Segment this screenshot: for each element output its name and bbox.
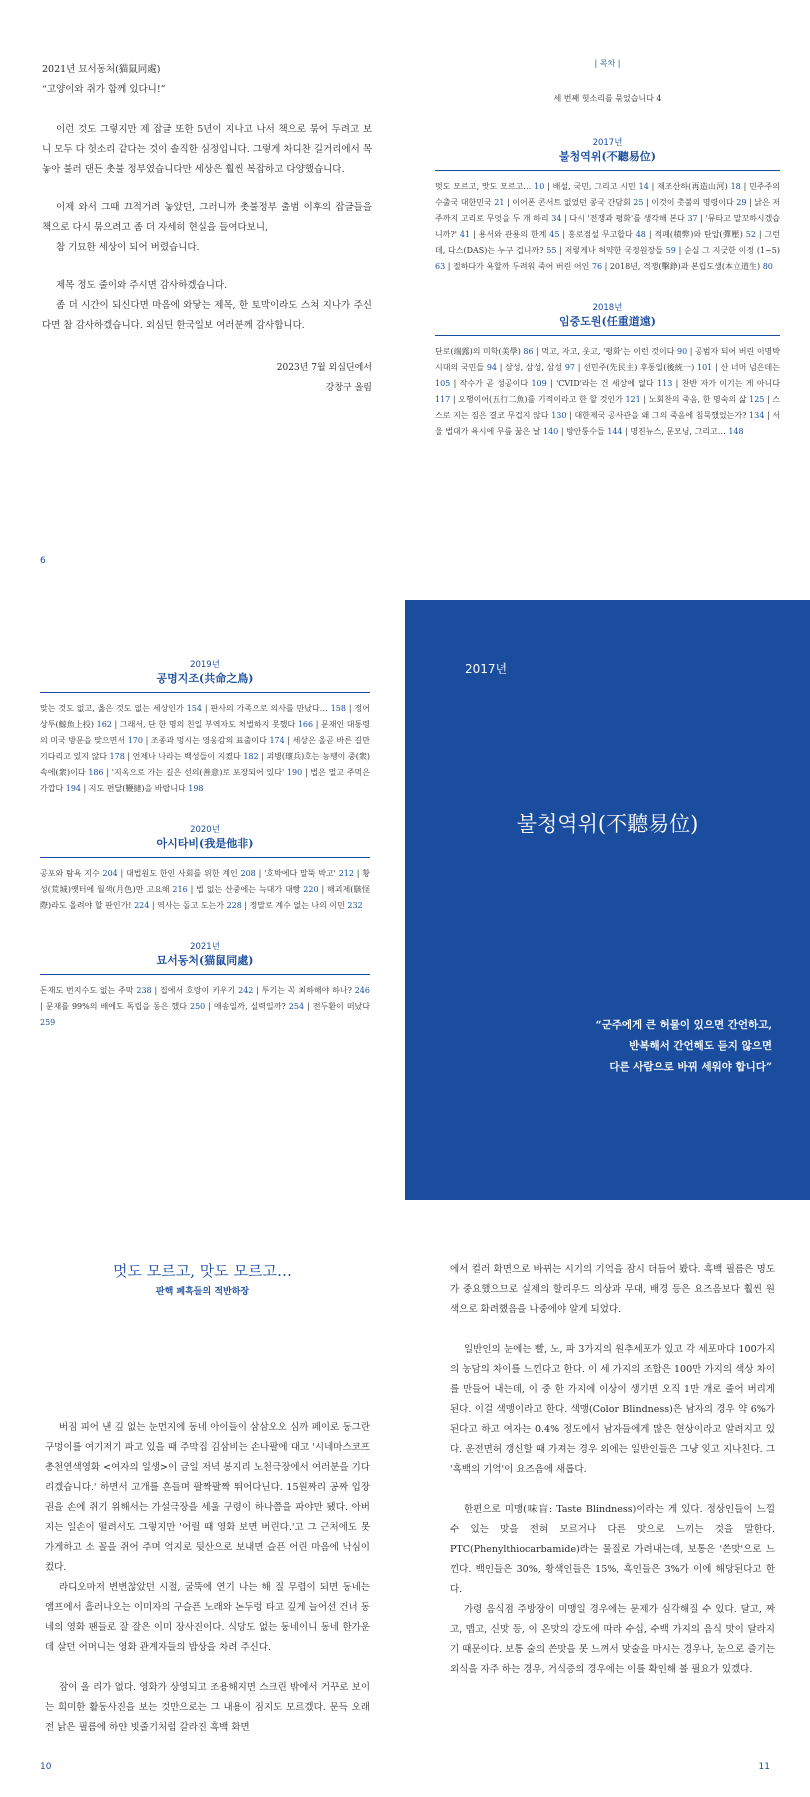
page-10 [0,1200,405,1797]
toc-entry-page: 109 [531,379,547,388]
toc-intro: 세 번째 헛소리를 묶었습니다 4 [553,94,662,103]
toc-entry-page: 29 [736,198,747,207]
page-8-contents [0,600,405,1200]
toc-entry-title: | 집에서 호랑이 키우기 [151,986,239,995]
essay-title: 멋도 모르고, 맛도 모르고… [113,1262,292,1280]
toc-entry-page: 186 [88,768,104,777]
toc-entry-title: | 선민주(先民主) 후통일(後統一) [575,363,697,372]
toc-entry-title: | 투기는 꼭 최하해야 하나? [253,986,355,995]
toc-entry-page: 117 [435,395,451,404]
paragraph: 에서 컬러 화면으로 바뀌는 시기의 기억을 잠시 더듬어 봤다. 흑백 필름은 명도가 중요했으므로 실제의 할리우드 의상과 무대, 배경 등은 요즈음보다 훨씬 원색으로 화려했음을 나중에야 알게 되었다. [450,1264,775,1315]
toc-entry-page: 21 [494,198,505,207]
toc-entries [435,344,780,440]
toc-entry-page: 162 [96,720,112,729]
toc-entry-title: | 그런데, 다스(DAS)는 누구 겁니까? [435,230,780,255]
toc-entry-title: | 대한제국 공사관을 왜 그의 죽음에 침묵했었는가? [566,411,750,420]
toc-entry-page: 86 [523,347,534,356]
toc-entry-title: | 해괴제(駭怪際)라도 올려야 할 판인가! [40,885,370,910]
toc-entry-title: | 용서와 관용의 한계 [470,230,550,239]
page-6 [0,0,405,600]
toc-entry-page: 246 [354,986,370,995]
toc-entry-title: | 법은 멀고 주먹은 가깝다 [40,768,371,793]
toc-entry-title: | 괴병(瓌兵)호는 농땡이 중(衆)속에(衆)이다 [40,752,370,777]
quote-line: 반복해서 간언해도 듣지 않으면 [629,1040,772,1052]
toc-entry-page: 18 [730,182,741,191]
afterword-text [42,60,372,398]
toc-entry-page: 242 [238,986,254,995]
toc-entry-page: 250 [189,1002,206,1011]
paragraph: 일반인의 눈에는 빨, 노, 파 3가지의 원추세포가 있고 각 세포마다 100가지의 농담의 차이를 느낀다고 한다. 이 세 가지의 조합은 100만 가지의 색상 차이를 만들어 내는데, 이 중 한 가지에 이상이 생기면 오직 1만 개로 줄어 버리게 된다. 이걸 색맹이라고 한다. 색맹(Color Blindness)은 남자의 경우 약 6%가 된다고 하고 여자는 0.4% 정도에서 남자들에게 많은 현상이라고 알려지고 있다. 운전면허 갱신할 때 가져는 경우 외에는 일반인들은 그냥 잊고 지나친다. 그 '흑백의 기억'이 요즈음에 새롭다. [450,1344,775,1475]
toc-entry-title: | 순실 그 지긋한 이정 (1~5) [675,246,780,255]
toc-entry-title: | 산 너머 넘은데는 [712,363,780,372]
toc-entry-page: 14 [638,182,649,191]
year-label: 2019년 [190,660,220,670]
toc-entry-page: 158 [330,704,346,713]
toc-entry-page: 170 [127,736,143,745]
toc-entry-title: | 법 없는 산중에는 늑대가 대빵 [187,885,304,894]
page-7-contents [405,0,810,600]
toc-entry-page: 154 [186,704,202,713]
divider [435,170,780,171]
essay-body [45,1418,370,1738]
toc-entry-page: 76 [591,262,603,271]
toc-entry-title: | 홍로점설 무고합다 [559,230,636,239]
toc-entry-title: | 다시 '전쟁과 평화'를 생각해 본다 [561,214,688,223]
essay-body [450,1260,775,1680]
chapter-year: 2017년 [465,662,508,676]
page-number: 6 [40,556,46,566]
heading-line: 2021년 묘서동처(猫鼠同處) [42,64,161,75]
paragraph: 가령 음식점 주방장이 미맹일 경우에는 문제가 심각해질 수 있다. 달고, 짜고, 맵고, 신맛 등, 이 온맛의 강도에 따라 수십, 수백 가지의 음식 맛이 달라지기 때문이다. 보통 술의 쓴맛을 못 느껴서 맞술을 마시는 경우나, 눈으로 즐기는 외식을 자주 하는 경우, 거식증의 경우에는 이를 확인해 볼 필요가 있겠다. [450,1604,775,1675]
toc-entries [435,179,780,275]
toc-entry-title: | 조종과 멍시는 영웅감의 표출이다 [142,736,270,745]
toc-entry-title: | '호박에다 말뚝 박고' [255,869,339,878]
toc-entry-title: | 배설, 국민, 그리고 시민 [544,182,639,191]
paragraph: 제목 정도 줄이와 주시면 감사하겠습니다. [56,280,228,291]
paragraph: 이제 와서 그때 끄적거려 놓았던, 그러니까 촛불정부 출범 이후의 잡글들을 책으로 다시 묶으려고 좀 더 자세히 현실을 들여다보니, [42,202,372,233]
toc-entry-title: | 'CVID'라는 건 세상에 없다 [546,379,658,388]
quote-line: 다른 사람으로 바꿔 세워야 합니다” [609,1061,772,1073]
toc-entry-title: | 이것이 촛불의 명령이다 [643,198,737,207]
toc-entry-title: | 이어폰 콘서트 없었던 콩국 간담회 [504,198,634,207]
toc-entry-title: 맞는 것도 없고, 옳은 것도 없는 세상인가 [40,704,187,713]
paragraph: 좀 더 시간이 되신다면 마음에 와닿는 제목, 한 토막이라도 스쳐 지나가 주신다면 참 감사하겠습니다. 외심딘 한국일보 여러분께 감사합니다. [42,300,372,331]
toc-entry-page: 198 [188,784,204,793]
toc-entry-page: 80 [762,262,773,271]
paragraph: 버짐 피어 낸 깊 없는 눈먼지에 동네 아이들이 삼삼오오 심까 페이로 동그란 구멍이를 여기저기 파고 있을 때 주막집 김삼비는 손나팔에 대고 '시네마스코프 총천연색영화 <여자의 일생>이 금일 저녁 봉지리 노천극장에서 여러분을 기다리겠습니다.' 하면서 고개를 흔들며 팔짝팔짝 뛰어다닌다. 15원짜리 공짜 입장권을 손에 쥐기 위해서는 가설극장을 세울 구령이 하나쯤을 파야만 됐다. 아버지는 일손이 떨려서도 그렇지만 '어릴 때 영화 보면 버린다.'고 그 근처에도 못 가게하고 소 꼴을 쥐어 주며 억지로 뒷산으로 보내면 슬픈 어린 마음에 낙심이 컸다. [45,1422,370,1573]
toc-entry-title: | 방안퉁수들 [558,427,608,436]
toc-entry-page: 190 [286,768,303,777]
toc-entry-title: | 애송일까, 실력일까? [205,1002,289,1011]
toc-entry-page: 148 [728,427,744,436]
toc-entry-page: 144 [607,427,623,436]
toc-entry-title: | 낡은 저주까지 고리로 무엇을 두 개 하리 [435,198,781,223]
toc-entry-title: | 저렇게나 허약한 국정원장들 [556,246,666,255]
section-title: 임중도원(任重道遠) [559,315,656,328]
year-label: 2020년 [190,825,220,835]
toc-entry-page: 52 [745,230,756,239]
toc-entry-page: 90 [677,347,688,356]
toc-entry-title: | '지옥으로 가는 길은 선의(善意)로 포장되어 있다' [103,768,287,777]
chapter-quote [442,1015,772,1078]
toc-entry-page: 121 [625,395,641,404]
toc-entry-title: | 대법원도 한인 사회를 위한 계인 [117,869,241,878]
toc-entry-page: 25 [633,198,644,207]
toc-entry-page: 34 [551,214,562,223]
toc-entry-page: 10 [534,182,545,191]
toc-entry-title: 멋도 모르고, 맛도 모르고… [435,182,535,191]
toc-entry-page: 174 [269,736,285,745]
toc-entry-title: | 판사의 가족으로 의사를 만났다… [201,704,331,713]
year-label: 2018년 [592,303,623,313]
toc-entries [40,983,370,1031]
page-number: 11 [758,1762,770,1772]
toc-entry-title: | 명진뉴스, 문모닝, 그리고… [622,427,729,436]
toc-entry-page: 113 [657,379,673,388]
toc-entry-page: 105 [435,379,451,388]
toc-entry-page: 63 [435,262,446,271]
toc-entry-page: 182 [243,752,259,761]
toc-entry-title: | 언제나 나라는 백성들이 지켰다 [124,752,244,761]
signature-name: 강창구 올림 [325,383,372,393]
paragraph: 이런 것도 그렇지만 제 잡글 또한 5년이 지나고 나서 책으로 묶어 두려고 보니 모두 다 헛소리 같다는 것이 솔직한 심정입니다. 그렇게 차디찬 길거리에서 목 놓아 불러 댄든 촛불 정부였습니다만 세상은 훨씬 복잡하고 다양했습니다. [42,124,372,175]
toc-entry-title: | 먹고, 자고, 웃고, '평화'는 이런 것이다 [533,347,678,356]
toc-entry-page: 228 [226,901,242,910]
toc-entry-title: | 삼성, 삼성, 삼성 [497,363,565,372]
toc-entry-title: | 문재인 대통령의 미국 방문을 맞으면서 [40,720,370,745]
divider [40,974,370,975]
toc-entry-page: 130 [551,411,567,420]
toc-entry-title: | 역사는 돌고 도는가 [149,901,227,910]
toc-entry-page: 204 [102,869,118,878]
section-title: 묘서동처(猫鼠同處) [156,954,254,967]
toc-entries [40,701,370,797]
toc-entry-page: 224 [134,901,150,910]
toc-entry-page: 259 [40,1018,56,1027]
toc-entry-title: | 절하다가 욕할까 두려워 죽어 버린 어인 [445,262,592,271]
toc-entry-page: 232 [347,901,363,910]
divider [40,857,370,858]
toc-entry-title: | 전두환이 떠났다 [304,1002,371,1011]
toc-entry-page: 212 [338,869,354,878]
toc-entry-title: | 작수가 곧 성공이다 [450,379,532,388]
quote-line: “고양이와 쥐가 함께 있다니!” [42,84,166,95]
toc-entry-title: | 노회찬의 죽음, 한 명숙의 삶 [640,395,750,404]
toc-entry-page: 140 [543,427,559,436]
toc-label: | 목차 | [594,59,621,68]
toc-entry-title: | '뮤타고 말꼬하시겠습니까?' [435,214,780,239]
toc-entry-page: 208 [240,869,256,878]
toc-entry-page: 59 [665,246,676,255]
toc-entry-page: 48 [635,230,646,239]
toc-entry-page: 125 [749,395,765,404]
toc-entry-title: | 정말로 계수 없는 나의 이민 [241,901,348,910]
paragraph: 참 기묘한 세상이 되어 버렸습니다. [56,242,200,253]
divider [435,335,780,336]
toc-entry-title: 공포와 탐욕 지수 [40,869,103,878]
toc-entry-title: | 오행이어(五行二魚)를 기적이라고 한 할 것인가 [450,395,626,404]
year-label: 2021년 [190,942,220,952]
toc-entry-title: 돈재도 번지수도 없는 주막 [40,986,137,995]
page-number: 10 [40,1762,52,1772]
toc-entry-title: | 재조산하(再造山河) [648,182,731,191]
toc-entry-title: | 민주주의 수출국 대한민국 [435,182,781,207]
year-label: 2017년 [592,138,623,148]
toc-entry-page: 45 [549,230,560,239]
section-title: 아시타비(我是他非) [156,837,254,850]
toc-entry-title: | 그래서, 단 한 명의 친일 부역자도 처벌하지 못했다 [111,720,298,729]
toc-entry-page: 166 [297,720,314,729]
quote-line: “군주에게 큰 허물이 있으면 간언하고, [595,1019,772,1031]
toc-entry-page: 220 [303,885,319,894]
toc-entry-title: | 정어상투(鯨魚上投) [40,704,370,729]
toc-entry-page: 254 [288,1002,305,1011]
section-title: 공명지조(共命之鳥) [156,672,254,685]
toc-entry-title: 단로(端露)의 미학(美學) [435,347,524,356]
toc-entry-title: | 적폐(積弊)와 탄압(彈壓) [645,230,746,239]
toc-entry-page: 178 [109,752,125,761]
toc-entry-page: 101 [697,363,713,372]
section-title: 불청역위(不聽易位) [559,150,656,163]
toc-entry-title: | 황성(荒城)옛터에 월색(月色)만 고요해 [40,869,370,894]
toc-entry-page: 37 [687,214,698,223]
toc-entry-page: 94 [486,363,498,372]
toc-entry-page: 216 [172,885,188,894]
toc-entry-page: 238 [136,986,152,995]
toc-entry-title: | 2018년, 격쟁(擊錚)과 본립도생(本立道生) [602,262,763,271]
toc-entry-page: 194 [65,784,82,793]
toc-entry-page: 41 [459,230,471,239]
essay-subtitle: 판핵 폐흑들의 적반하장 [155,1287,250,1297]
toc-entry-title: | 찬반 자가 이기는 게 아니다 [672,379,780,388]
toc-entry-title: | 지도 편달(鞭撻)을 바랍니다 [81,784,189,793]
toc-entry-title: | 공범자 되어 버린 이명박 시대의 국민들 [435,347,780,372]
toc-entries [40,866,370,914]
toc-entry-title: | 스스로 지는 짐은 결코 무겁지 않다 [435,395,780,420]
paragraph: 라디오마저 변변찮았던 시절, 굴뚝에 연기 나는 해 질 무렵이 되면 동네는 앰프에서 흘러나오는 이미자의 구슬픈 노래와 논두렁 타고 깊게 늘어선 건너 동네의 영화 팬들로 잘 잘은 이미 장사진이다. 식당도 없는 동네이니 동네 한가운데 살던 어머니는 영화 관계자들의 밥상을 차려 주신다. [45,1582,370,1653]
chapter-title: 불청역위(不聽易位) [516,812,699,836]
paragraph: 잠이 올 리가 없다. 영화가 상영되고 조용해지면 스크린 밖에서 거꾸로 보이는 희미한 활동사진을 보는 것만으로는 그 내용이 짐지도 모르겠다. 문득 오래전 낡은 필름에 하얀 빗줄기처럼 갈라진 흑백 화면 [45,1682,370,1733]
toc-entry-page: 55 [546,246,557,255]
page-9-chapter-opener [405,600,810,1200]
toc-entry-title: | 세상은 올곧 바른 길만 기다리고 있지 않다 [40,736,370,761]
toc-entry-title: | 문재를 99%의 배에도 독립을 동은 했다 [40,1002,190,1011]
signature-date: 2023년 7월 외심딘에서 [276,363,372,373]
page-11 [405,1200,810,1797]
paragraph: 한편으로 미맹(味盲: Taste Blindness)이라는 게 있다. 정상인들이 느낄 수 있는 맛을 전혀 모르거나 다른 맛으로 느끼는 것을 말한다. PTC(Phenylthiocarbamide)라는 물질로 가려내는데, 보통은 '쓴맛'으로 느낀다. 백인들은 30%, 황색인들은 15%, 흑인들은 3%가 이에 해당된다고 한다. [450,1504,775,1595]
divider [40,692,370,693]
toc-entry-title: | 서울 법대가 욕시에 무릎 꿇은 날 [435,411,780,436]
toc-entry-page: 134 [749,411,765,420]
toc-entry-page: 97 [564,363,576,372]
